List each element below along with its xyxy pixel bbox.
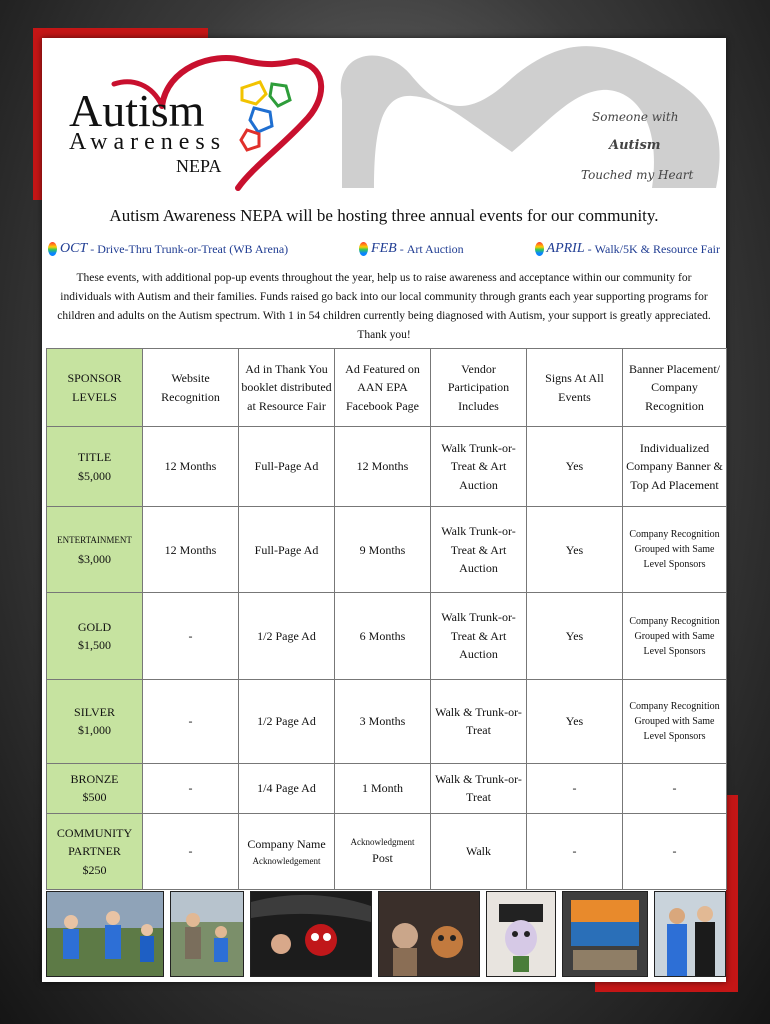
- vendor-cell: Walk Trunk-or-Treat & Art Auction: [431, 593, 527, 679]
- two-women-photo: [654, 891, 726, 977]
- event-month: APRIL: [546, 241, 585, 256]
- vendor-cell: Walk Trunk-or-Treat & Art Auction: [431, 427, 527, 507]
- event-separator: -: [396, 241, 407, 256]
- website-cell: -: [143, 813, 239, 889]
- tagline-line2: Autism: [609, 138, 661, 153]
- level-cell: [47, 763, 143, 813]
- header-website: Website Recognition: [143, 349, 239, 427]
- header-booklet: Ad in Thank You booklet distributed at Resource Fair: [239, 349, 335, 427]
- level-price: $250: [82, 862, 107, 877]
- facebook-note: Acknowledgment: [350, 837, 415, 848]
- banner-cell: -: [623, 763, 727, 813]
- level-name: GOLD: [77, 619, 112, 634]
- level-cell: [47, 679, 143, 763]
- level-name: BRONZE: [70, 771, 119, 786]
- event-name: Walk/5K & Resource Fair: [594, 241, 720, 256]
- balloon-icon: [48, 242, 57, 256]
- booklet-text: Company Name: [247, 837, 326, 852]
- facebook-cell: 9 Months: [335, 507, 431, 593]
- event-separator: -: [87, 241, 98, 256]
- level-price: $1,500: [78, 638, 111, 653]
- table-row: [47, 507, 727, 593]
- header-sponsor-levels: SPONSOR LEVELS: [47, 349, 143, 427]
- level-cell: [47, 813, 143, 889]
- event-name: Art Auction: [406, 241, 464, 256]
- booklet-cell: 1/2 Page Ad: [239, 593, 335, 679]
- booklet-cell: Full-Page Ad: [239, 427, 335, 507]
- header-vendor: Vendor Participation Includes: [431, 349, 527, 427]
- level-price: $1,000: [78, 723, 111, 738]
- level-price: $5,000: [78, 468, 111, 483]
- facebook-text: Post: [372, 851, 393, 866]
- signs-cell: Yes: [527, 593, 623, 679]
- signs-cell: -: [527, 763, 623, 813]
- sponsor-table-container: [46, 348, 726, 890]
- event-month: OCT: [60, 241, 88, 256]
- vendor-cell: Walk & Trunk-or-Treat: [431, 763, 527, 813]
- intro-paragraph: These events, with additional pop-up events throughout the year, help us to raise awareness and acceptance within our community for individuals with Autism and their families. Funds raised go back into our local community through grants each year supporting programs for children and adults on the Autism spectrum. With 1 in 54 children currently being diagnosed with Autism, your support is greatly appreciated. Thank you!: [57, 272, 711, 341]
- trunk-or-treat-photo: [378, 891, 480, 977]
- event-name: Drive-Thru Trunk-or-Treat (WB Arena): [97, 241, 289, 256]
- header-banner: Banner Placement/ Company Recognition: [623, 349, 727, 427]
- table-header-row: [47, 349, 727, 427]
- level-cell: [47, 507, 143, 593]
- vendor-cell: Walk: [431, 813, 527, 889]
- level-name: ENTERTAINMENT: [57, 535, 132, 546]
- signs-cell: Yes: [527, 507, 623, 593]
- costume-car-photo: [250, 891, 372, 977]
- level-cell: [47, 427, 143, 507]
- website-cell: 12 Months: [143, 427, 239, 507]
- level-price: $500: [82, 790, 107, 805]
- facebook-cell: 3 Months: [335, 679, 431, 763]
- logo-region: NEPA: [176, 156, 222, 176]
- website-cell: -: [143, 679, 239, 763]
- level-name: SILVER: [74, 704, 115, 719]
- balloon-icon: [535, 242, 544, 256]
- facebook-cell: [335, 813, 431, 889]
- tagline-line3: Touched my Heart: [581, 168, 694, 182]
- booklet-cell: [239, 813, 335, 889]
- event-month: FEB: [371, 241, 397, 256]
- walkers-photo: [46, 891, 164, 977]
- sponsor-table: [46, 348, 727, 890]
- booklet-cell: 1/2 Page Ad: [239, 679, 335, 763]
- logo-title: Autism: [69, 85, 205, 136]
- table-row: [47, 763, 727, 813]
- event-feb: [359, 241, 464, 257]
- photo-strip: [46, 891, 726, 979]
- event-list: [48, 241, 720, 257]
- tagline-line1: Someone with: [592, 110, 679, 124]
- table-row: [47, 593, 727, 679]
- header-signs: Signs At All Events: [527, 349, 623, 427]
- facebook-cell: 6 Months: [335, 593, 431, 679]
- banner-cell: Company Recognition Grouped with Same Level Sponsors: [623, 507, 727, 593]
- website-cell: -: [143, 763, 239, 813]
- facebook-cell: 12 Months: [335, 427, 431, 507]
- signs-cell: Yes: [527, 679, 623, 763]
- event-april: [535, 241, 720, 257]
- table-row: [47, 813, 727, 889]
- booklet-cell: Full-Page Ad: [239, 507, 335, 593]
- level-cell: [47, 593, 143, 679]
- vendor-cell: Walk & Trunk-or-Treat: [431, 679, 527, 763]
- event-oct: [48, 241, 288, 257]
- banner-cell: Company Recognition Grouped with Same Level Sponsors: [623, 679, 727, 763]
- level-price: $3,000: [78, 551, 111, 566]
- table-row: [47, 679, 727, 763]
- logo-subtitle: Awareness: [69, 129, 227, 155]
- website-cell: 12 Months: [143, 507, 239, 593]
- facebook-cell: 1 Month: [335, 763, 431, 813]
- banner-cell: Company Recognition Grouped with Same Level Sponsors: [623, 593, 727, 679]
- website-cell: -: [143, 593, 239, 679]
- art-canvas-photo: [562, 891, 648, 977]
- table-row: [47, 427, 727, 507]
- flyer-page: [42, 38, 726, 982]
- headline: Autism Awareness NEPA will be hosting three annual events for our community.: [109, 206, 659, 225]
- art-mask-photo: [486, 891, 556, 977]
- event-separator: -: [584, 241, 595, 256]
- booklet-note: Acknowledgement: [252, 855, 321, 866]
- level-name: COMMUNITY PARTNER: [56, 825, 133, 859]
- vendor-cell: Walk Trunk-or-Treat & Art Auction: [431, 507, 527, 593]
- banner-cell: Individualized Company Banner & Top Ad Placement: [623, 427, 727, 507]
- booklet-cell: 1/4 Page Ad: [239, 763, 335, 813]
- balloon-icon: [359, 242, 368, 256]
- signs-cell: Yes: [527, 427, 623, 507]
- signs-cell: -: [527, 813, 623, 889]
- level-name: TITLE: [77, 450, 112, 465]
- header-facebook: Ad Featured on AAN EPA Facebook Page: [335, 349, 431, 427]
- family-walk-photo: [170, 891, 244, 977]
- banner-cell: -: [623, 813, 727, 889]
